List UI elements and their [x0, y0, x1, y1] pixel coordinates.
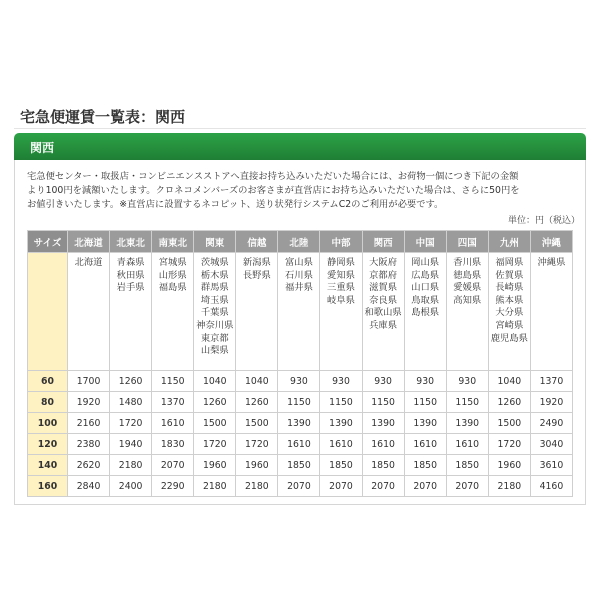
price-cell: 1040 — [194, 371, 236, 392]
price-cell: 930 — [446, 371, 488, 392]
prefecture-name: 茨城県 — [200, 257, 229, 268]
price-cell: 2620 — [68, 455, 110, 476]
prefecture-name: 宮城県 — [158, 257, 187, 268]
price-cell: 2180 — [110, 455, 152, 476]
region-header-kyushu: 九州 — [488, 231, 530, 253]
notice-line: お値引きいたします。※直営店に設置するネコピット、送り状発行システムC2のご利用が必要です。 — [27, 198, 444, 210]
prefecture-name: 岩手県 — [116, 282, 145, 294]
region-header-chugoku: 中国 — [404, 231, 446, 253]
prefecture-cell — [110, 253, 152, 371]
size-cell: 80 — [28, 392, 68, 413]
price-cell: 1260 — [236, 392, 278, 413]
price-cell: 2070 — [152, 455, 194, 476]
prefecture-name: 群馬県 — [200, 282, 229, 294]
price-cell: 1610 — [320, 434, 362, 455]
region-header-hokkaido: 北海道 — [68, 231, 110, 253]
size-cell: 100 — [28, 413, 68, 434]
price-cell: 1610 — [278, 434, 320, 455]
price-cell: 1610 — [152, 413, 194, 434]
region-header-kita-tohoku: 北東北 — [110, 231, 152, 253]
prefecture-name: 広島県 — [411, 269, 440, 281]
prefecture-name: 東京都 — [200, 332, 229, 344]
price-cell: 1390 — [278, 413, 320, 434]
price-cell: 2070 — [362, 476, 404, 497]
table-row — [28, 455, 573, 476]
prefecture-name: 岡山県 — [411, 257, 440, 268]
region-header-kanto: 関東 — [194, 231, 236, 253]
prefecture-name: 長野県 — [242, 269, 271, 281]
size-column-header: サイズ — [28, 231, 68, 253]
prefecture-name: 福岡県 — [495, 257, 524, 268]
price-cell: 1390 — [362, 413, 404, 434]
size-cell: 140 — [28, 455, 68, 476]
discount-notice — [27, 170, 579, 211]
prefecture-name: 奈良県 — [369, 294, 398, 306]
prefecture-name: 埼玉県 — [200, 294, 229, 306]
table-header-row — [28, 231, 573, 253]
price-cell: 1150 — [278, 392, 320, 413]
prefecture-name: 秋田県 — [116, 269, 145, 281]
price-cell: 1850 — [320, 455, 362, 476]
prefecture-name: 石川県 — [284, 269, 313, 281]
price-cell: 1390 — [320, 413, 362, 434]
prefecture-name: 滋賀県 — [369, 282, 398, 294]
prefecture-name: 山形県 — [158, 269, 187, 281]
price-cell: 1480 — [110, 392, 152, 413]
price-cell: 930 — [320, 371, 362, 392]
prefecture-name: 千葉県 — [200, 307, 229, 319]
price-cell: 1150 — [404, 392, 446, 413]
table-row — [28, 392, 573, 413]
prefecture-cell — [446, 253, 488, 371]
price-cell: 4160 — [530, 476, 572, 497]
price-cell: 1500 — [236, 413, 278, 434]
price-cell: 930 — [362, 371, 404, 392]
price-cell: 1150 — [152, 371, 194, 392]
prefecture-name: 佐賀県 — [495, 269, 524, 281]
prefecture-name: 静岡県 — [327, 257, 355, 268]
prefecture-cell — [362, 253, 404, 371]
rate-table — [27, 230, 573, 497]
price-cell: 2840 — [68, 476, 110, 497]
price-cell: 2160 — [68, 413, 110, 434]
notice-line: 宅急便センター・取扱店・コンビニエンスストアへ直接お持ち込みいただいた場合には、お荷物一個につき下記の金額 — [27, 171, 519, 182]
prefecture-name: 鹿児島県 — [490, 332, 528, 344]
price-cell: 1940 — [110, 434, 152, 455]
price-cell: 1720 — [110, 413, 152, 434]
prefecture-name: 栃木県 — [200, 269, 229, 281]
prefecture-cell — [530, 253, 572, 371]
price-cell: 1150 — [446, 392, 488, 413]
price-cell: 1720 — [488, 434, 530, 455]
prefecture-cell — [68, 253, 110, 371]
price-cell: 2180 — [236, 476, 278, 497]
prefecture-name: 福井県 — [284, 282, 313, 294]
price-cell: 1150 — [362, 392, 404, 413]
price-cell: 1850 — [446, 455, 488, 476]
prefecture-name: 愛知県 — [327, 269, 355, 281]
price-cell: 1500 — [194, 413, 236, 434]
prefecture-name: 新潟県 — [242, 257, 271, 268]
prefecture-name: 和歌山県 — [364, 307, 402, 319]
prefecture-name: 岐阜県 — [327, 294, 355, 306]
table-row — [28, 413, 573, 434]
price-cell: 2180 — [194, 476, 236, 497]
prefecture-name: 大分県 — [495, 307, 524, 319]
price-cell: 1040 — [236, 371, 278, 392]
price-cell: 2290 — [152, 476, 194, 497]
prefecture-name: 三重県 — [327, 282, 355, 294]
price-cell: 1370 — [530, 371, 572, 392]
unit-label: 単位：円（税込） — [507, 216, 580, 226]
prefecture-name: 北海道 — [74, 257, 103, 268]
price-cell: 2070 — [404, 476, 446, 497]
prefecture-cell — [152, 253, 194, 371]
prefecture-name: 熊本県 — [495, 294, 524, 306]
size-cell-empty — [28, 253, 68, 371]
price-cell: 1260 — [194, 392, 236, 413]
prefecture-name: 京都府 — [369, 269, 398, 281]
region-header-hokuriku: 北陸 — [278, 231, 320, 253]
price-cell: 2380 — [68, 434, 110, 455]
price-cell: 3610 — [530, 455, 572, 476]
size-cell: 120 — [28, 434, 68, 455]
table-row — [28, 371, 573, 392]
prefecture-cell — [278, 253, 320, 371]
prefecture-name: 愛媛県 — [453, 282, 482, 294]
price-cell: 1920 — [530, 392, 572, 413]
price-cell: 2180 — [488, 476, 530, 497]
price-cell: 1390 — [446, 413, 488, 434]
price-cell: 2400 — [110, 476, 152, 497]
price-cell: 1960 — [488, 455, 530, 476]
size-cell: 160 — [28, 476, 68, 497]
price-cell: 1850 — [278, 455, 320, 476]
price-cell: 1610 — [404, 434, 446, 455]
price-cell: 1720 — [194, 434, 236, 455]
price-cell: 2070 — [278, 476, 320, 497]
prefecture-name: 神奈川県 — [196, 319, 234, 331]
prefecture-cell — [488, 253, 530, 371]
region-header-okinawa: 沖縄 — [530, 231, 572, 253]
price-cell: 1850 — [362, 455, 404, 476]
prefecture-name: 島根県 — [411, 307, 440, 319]
size-cell: 60 — [28, 371, 68, 392]
price-cell: 1150 — [320, 392, 362, 413]
price-cell: 2070 — [446, 476, 488, 497]
title-divider — [14, 128, 586, 129]
price-cell: 930 — [278, 371, 320, 392]
region-header-chubu: 中部 — [320, 231, 362, 253]
price-cell: 1500 — [488, 413, 530, 434]
table-row — [28, 476, 573, 497]
prefecture-cell — [194, 253, 236, 371]
price-cell: 930 — [404, 371, 446, 392]
price-cell: 1260 — [488, 392, 530, 413]
region-header-minami-tohoku: 南東北 — [152, 231, 194, 253]
price-cell: 1920 — [68, 392, 110, 413]
prefecture-cell — [236, 253, 278, 371]
prefecture-name: 沖縄県 — [537, 257, 566, 268]
prefecture-row — [28, 253, 573, 371]
page-title: 宅急便運賃一覧表：関西 — [20, 108, 186, 126]
prefecture-name: 長崎県 — [495, 282, 524, 294]
price-cell: 2490 — [530, 413, 572, 434]
section-header — [14, 133, 586, 160]
prefecture-name: 徳島県 — [453, 269, 482, 281]
table-row — [28, 434, 573, 455]
price-cell: 1720 — [236, 434, 278, 455]
prefecture-name: 富山県 — [284, 257, 313, 268]
prefecture-name: 兵庫県 — [369, 319, 398, 331]
section-title: 関西 — [30, 141, 55, 155]
prefecture-name: 山口県 — [411, 282, 440, 294]
prefecture-name: 福島県 — [158, 282, 187, 294]
prefecture-name: 鳥取県 — [411, 294, 440, 306]
region-header-shinetsu: 信越 — [236, 231, 278, 253]
price-cell: 1390 — [404, 413, 446, 434]
prefecture-name: 香川県 — [453, 257, 482, 268]
prefecture-name: 宮崎県 — [495, 319, 524, 331]
price-cell: 2070 — [320, 476, 362, 497]
price-cell: 1700 — [68, 371, 110, 392]
prefecture-cell — [404, 253, 446, 371]
price-cell: 1960 — [194, 455, 236, 476]
region-header-kansai: 関西 — [362, 231, 404, 253]
region-header-shikoku: 四国 — [446, 231, 488, 253]
notice-line: より100円を減額いたします。クロネコメンバーズのお客さまが直営店にお持ち込みいただいた場合は、さらに50円を — [27, 184, 520, 196]
prefecture-name: 青森県 — [116, 257, 145, 268]
prefecture-name: 山梨県 — [200, 345, 229, 357]
price-cell: 1260 — [110, 371, 152, 392]
price-cell: 3040 — [530, 434, 572, 455]
prefecture-name: 大阪府 — [369, 257, 398, 268]
price-cell: 1960 — [236, 455, 278, 476]
prefecture-cell — [320, 253, 362, 371]
prefecture-name: 高知県 — [453, 294, 482, 306]
price-cell: 1040 — [488, 371, 530, 392]
price-cell: 1850 — [404, 455, 446, 476]
price-cell: 1370 — [152, 392, 194, 413]
price-cell: 1610 — [446, 434, 488, 455]
price-cell: 1830 — [152, 434, 194, 455]
price-cell: 1610 — [362, 434, 404, 455]
